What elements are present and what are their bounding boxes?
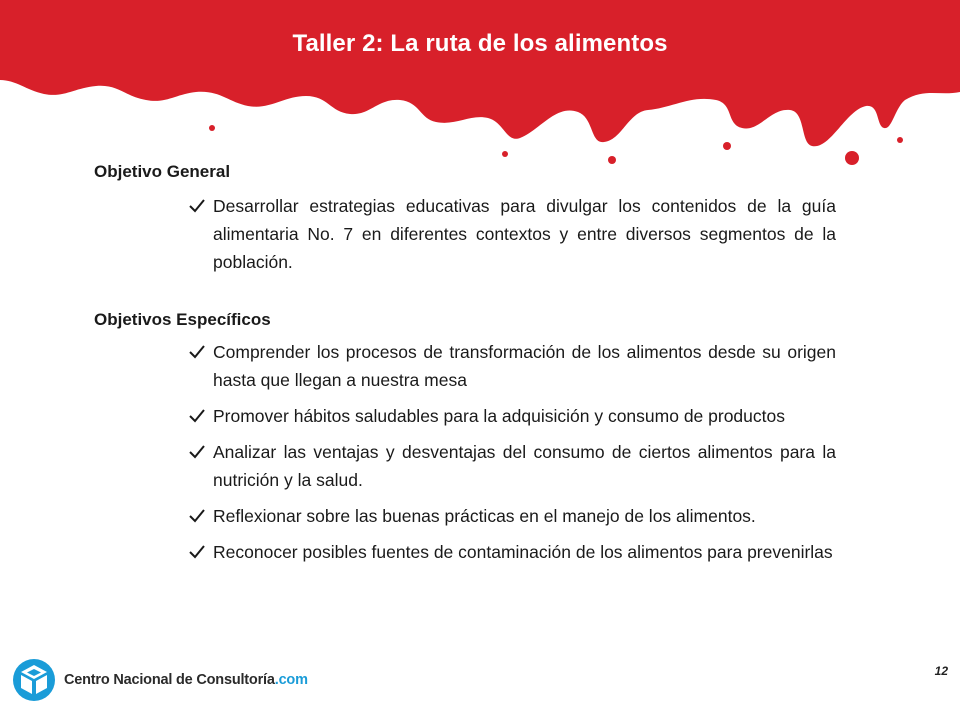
list-item xyxy=(188,338,836,394)
list-item xyxy=(188,502,836,530)
red-splash-banner xyxy=(0,0,960,170)
general-objective-heading: Objetivo General xyxy=(94,162,231,181)
checkmark-icon xyxy=(188,507,206,525)
list-item xyxy=(188,438,836,494)
slide-content xyxy=(94,158,836,574)
cube-logo-icon xyxy=(12,657,56,703)
list-item-text: Analizar las ventajas y desventajas del consumo de ciertos alimentos para la nutrición y la salud. xyxy=(213,442,836,490)
page-number: 12 xyxy=(934,664,948,678)
checkmark-icon xyxy=(188,443,206,461)
list-item-text: Reconocer posibles fuentes de contaminación de los alimentos para prevenirlas xyxy=(213,542,833,562)
checkmark-icon xyxy=(188,343,206,361)
logo-name: Centro Nacional de Consultoría xyxy=(64,672,275,688)
slide-title: Taller 2: La ruta de los alimentos xyxy=(292,30,668,57)
logo-suffix: .com xyxy=(274,672,308,688)
checkmark-icon xyxy=(188,407,206,425)
company-logo xyxy=(12,657,308,703)
list-item-text: Comprender los procesos de transformación de los alimentos desde su origen hasta que llegan a nuestra mesa xyxy=(213,342,836,390)
general-objective-list xyxy=(94,192,836,276)
checkmark-icon xyxy=(188,197,206,215)
general-objective-section xyxy=(94,158,836,276)
list-item xyxy=(188,192,836,276)
list-item-text: Desarrollar estrategias educativas para divulgar los contenidos de la guía alimentaria No. 7 en diferentes contextos y entre diversos segmentos de la población. xyxy=(213,196,836,272)
list-item xyxy=(188,538,836,566)
logo-text xyxy=(64,672,308,688)
specific-objectives-heading: Objetivos Específicos xyxy=(94,310,271,329)
list-item-text: Promover hábitos saludables para la adquisición y consumo de productos xyxy=(213,406,785,426)
checkmark-icon xyxy=(188,543,206,561)
specific-objectives-section xyxy=(94,306,836,566)
list-item-text: Reflexionar sobre las buenas prácticas en el manejo de los alimentos. xyxy=(213,506,756,526)
specific-objectives-list xyxy=(94,338,836,566)
list-item xyxy=(188,402,836,430)
